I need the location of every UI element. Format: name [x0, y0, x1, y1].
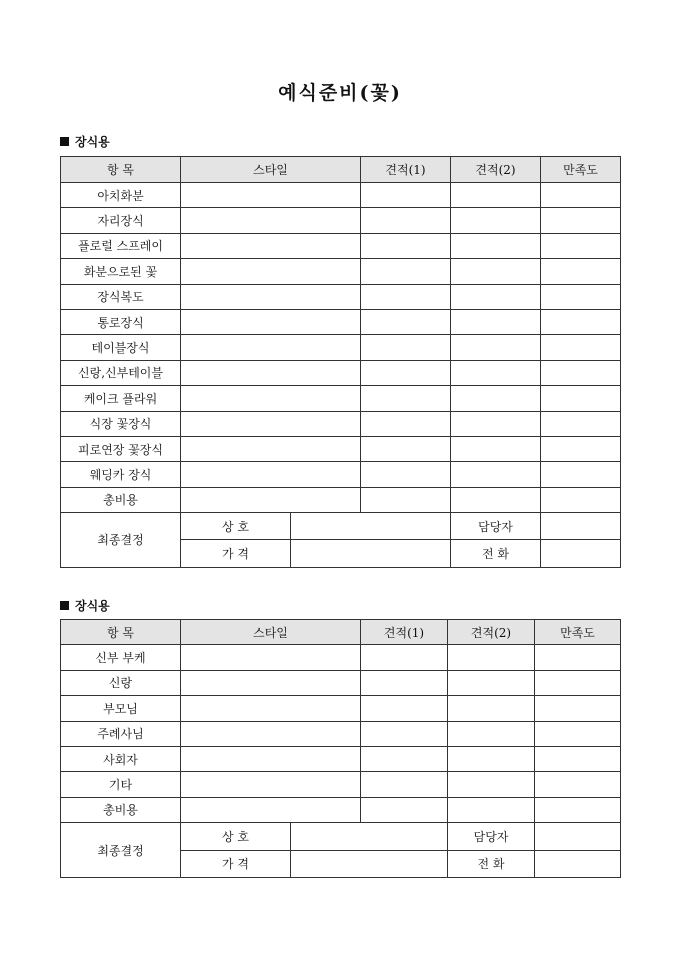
style-cell[interactable]	[181, 411, 361, 436]
table-row	[61, 696, 621, 721]
item-label: 신부 부케	[61, 645, 181, 670]
table-row	[61, 645, 621, 670]
satisfaction-cell[interactable]	[541, 462, 621, 487]
table-row	[61, 309, 621, 334]
final-decision-row	[61, 823, 621, 850]
phone-label: 전 화	[448, 850, 535, 877]
satisfaction-cell[interactable]	[535, 670, 621, 695]
manager-field[interactable]	[541, 513, 621, 540]
table-header-row	[61, 620, 621, 645]
quote-2-cell[interactable]	[451, 284, 541, 309]
satisfaction-cell[interactable]	[541, 411, 621, 436]
quote-2-cell[interactable]	[451, 309, 541, 334]
table-body	[61, 645, 621, 823]
quote-2-cell[interactable]	[451, 335, 541, 360]
company-label: 상 호	[181, 513, 291, 540]
table-row	[61, 284, 621, 309]
header-quote-1: 견적(1)	[361, 157, 451, 183]
item-label: 기타	[61, 772, 181, 797]
style-cell[interactable]	[181, 436, 361, 461]
header-item: 항 목	[61, 157, 181, 183]
quote-1-cell[interactable]	[361, 233, 451, 258]
item-label: 피로연장 꽃장식	[61, 436, 181, 461]
style-cell[interactable]	[181, 462, 361, 487]
item-label: 케이크 플라워	[61, 386, 181, 411]
style-cell[interactable]	[181, 487, 361, 512]
style-cell[interactable]	[181, 670, 361, 695]
quote-1-cell[interactable]	[361, 746, 448, 771]
item-label: 웨딩카 장식	[61, 462, 181, 487]
quote-1-cell[interactable]	[361, 670, 448, 695]
quote-1-cell[interactable]	[361, 386, 451, 411]
satisfaction-cell[interactable]	[541, 208, 621, 233]
square-bullet-icon	[60, 601, 69, 610]
price-field[interactable]	[291, 850, 448, 877]
style-cell[interactable]	[181, 721, 361, 746]
table-row	[61, 233, 621, 258]
satisfaction-cell[interactable]	[535, 696, 621, 721]
price-field[interactable]	[291, 540, 451, 567]
quote-2-cell[interactable]	[448, 797, 535, 822]
flowers-table	[60, 619, 621, 878]
item-label: 플로럴 스프레이	[61, 233, 181, 258]
item-label: 테이블장식	[61, 335, 181, 360]
quote-1-cell[interactable]	[361, 721, 448, 746]
quote-1-cell[interactable]	[361, 772, 448, 797]
header-satisfaction: 만족도	[541, 157, 621, 183]
quote-1-cell[interactable]	[361, 797, 448, 822]
header-satisfaction: 만족도	[535, 620, 621, 645]
satisfaction-cell[interactable]	[541, 309, 621, 334]
quote-1-cell[interactable]	[361, 335, 451, 360]
quote-2-cell[interactable]	[451, 208, 541, 233]
price-label: 가 격	[181, 540, 291, 567]
satisfaction-cell[interactable]	[541, 183, 621, 208]
quote-1-cell[interactable]	[361, 183, 451, 208]
style-cell[interactable]	[181, 696, 361, 721]
table-row	[61, 487, 621, 512]
phone-field[interactable]	[541, 540, 621, 567]
table-row	[61, 386, 621, 411]
table-row	[61, 259, 621, 284]
quote-2-cell[interactable]	[448, 721, 535, 746]
style-cell[interactable]	[181, 208, 361, 233]
satisfaction-cell[interactable]	[541, 284, 621, 309]
price-label: 가 격	[181, 850, 291, 877]
section-heading	[60, 133, 110, 150]
quote-2-cell[interactable]	[451, 360, 541, 385]
final-decision-row	[61, 513, 621, 540]
item-label: 주례사님	[61, 721, 181, 746]
table-header-row	[61, 157, 621, 183]
table-row	[61, 462, 621, 487]
satisfaction-cell[interactable]	[541, 487, 621, 512]
quote-1-cell[interactable]	[361, 462, 451, 487]
quote-2-cell[interactable]	[448, 772, 535, 797]
style-cell[interactable]	[181, 386, 361, 411]
style-cell[interactable]	[181, 360, 361, 385]
table-row	[61, 436, 621, 461]
table-row	[61, 183, 621, 208]
satisfaction-cell[interactable]	[541, 259, 621, 284]
quote-1-cell[interactable]	[361, 436, 451, 461]
section-heading-label: 장식용	[75, 599, 110, 613]
company-label: 상 호	[181, 823, 291, 850]
quote-1-cell[interactable]	[361, 696, 448, 721]
quote-1-cell[interactable]	[361, 360, 451, 385]
style-cell[interactable]	[181, 335, 361, 360]
style-cell[interactable]	[181, 309, 361, 334]
quote-2-cell[interactable]	[448, 696, 535, 721]
header-quote-2: 견적(2)	[448, 620, 535, 645]
quote-2-cell[interactable]	[451, 183, 541, 208]
section-heading-label: 장식용	[75, 135, 110, 149]
item-label: 화분으로된 꽃	[61, 259, 181, 284]
item-label: 자리장식	[61, 208, 181, 233]
satisfaction-cell[interactable]	[541, 386, 621, 411]
quote-2-cell[interactable]	[448, 746, 535, 771]
manager-label: 담당자	[448, 823, 535, 850]
quote-2-cell[interactable]	[448, 645, 535, 670]
item-label: 사회자	[61, 746, 181, 771]
style-cell[interactable]	[181, 259, 361, 284]
quote-2-cell[interactable]	[451, 436, 541, 461]
table-row	[61, 360, 621, 385]
table-row	[61, 746, 621, 771]
item-label: 총비용	[61, 487, 181, 512]
manager-label: 담당자	[451, 513, 541, 540]
item-label: 통로장식	[61, 309, 181, 334]
item-label: 신랑,신부테이블	[61, 360, 181, 385]
page-title: 예식준비(꽃)	[278, 82, 402, 104]
satisfaction-cell[interactable]	[535, 797, 621, 822]
quote-1-cell[interactable]	[361, 645, 448, 670]
style-cell[interactable]	[181, 772, 361, 797]
satisfaction-cell[interactable]	[541, 233, 621, 258]
style-cell[interactable]	[181, 284, 361, 309]
quote-1-cell[interactable]	[361, 411, 451, 436]
item-label: 식장 꽃장식	[61, 411, 181, 436]
style-cell[interactable]	[181, 746, 361, 771]
company-field[interactable]	[291, 513, 451, 540]
phone-label: 전 화	[451, 540, 541, 567]
header-style: 스타일	[181, 157, 361, 183]
satisfaction-cell[interactable]	[535, 772, 621, 797]
style-cell[interactable]	[181, 797, 361, 822]
quote-2-cell[interactable]	[451, 259, 541, 284]
section-heading	[60, 597, 110, 614]
satisfaction-cell[interactable]	[541, 436, 621, 461]
item-label: 부모님	[61, 696, 181, 721]
item-label: 아치화분	[61, 183, 181, 208]
quote-2-cell[interactable]	[451, 386, 541, 411]
style-cell[interactable]	[181, 645, 361, 670]
quote-2-cell[interactable]	[451, 233, 541, 258]
item-label: 총비용	[61, 797, 181, 822]
header-item: 항 목	[61, 620, 181, 645]
table-row	[61, 208, 621, 233]
final-decision-label: 최종결정	[61, 513, 181, 568]
item-label: 장식복도	[61, 284, 181, 309]
satisfaction-cell[interactable]	[535, 645, 621, 670]
header-quote-2: 견적(2)	[451, 157, 541, 183]
manager-field[interactable]	[535, 823, 621, 850]
quote-2-cell[interactable]	[451, 487, 541, 512]
quote-1-cell[interactable]	[361, 259, 451, 284]
quote-2-cell[interactable]	[448, 670, 535, 695]
phone-field[interactable]	[535, 850, 621, 877]
table-row	[61, 721, 621, 746]
square-bullet-icon	[60, 137, 69, 146]
final-decision-label: 최종결정	[61, 823, 181, 878]
table-row	[61, 797, 621, 822]
table-row	[61, 772, 621, 797]
quote-2-cell[interactable]	[451, 462, 541, 487]
style-cell[interactable]	[181, 233, 361, 258]
satisfaction-cell[interactable]	[535, 721, 621, 746]
quote-1-cell[interactable]	[361, 208, 451, 233]
header-quote-1: 견적(1)	[361, 620, 448, 645]
quote-1-cell[interactable]	[361, 284, 451, 309]
item-label: 신랑	[61, 670, 181, 695]
decoration-table	[60, 156, 621, 568]
table-row	[61, 335, 621, 360]
header-style: 스타일	[181, 620, 361, 645]
table-body	[61, 183, 621, 513]
table-row	[61, 411, 621, 436]
quote-2-cell[interactable]	[451, 411, 541, 436]
satisfaction-cell[interactable]	[541, 360, 621, 385]
quote-1-cell[interactable]	[361, 309, 451, 334]
company-field[interactable]	[291, 823, 448, 850]
quote-1-cell[interactable]	[361, 487, 451, 512]
satisfaction-cell[interactable]	[535, 746, 621, 771]
table-row	[61, 670, 621, 695]
style-cell[interactable]	[181, 183, 361, 208]
satisfaction-cell[interactable]	[541, 335, 621, 360]
